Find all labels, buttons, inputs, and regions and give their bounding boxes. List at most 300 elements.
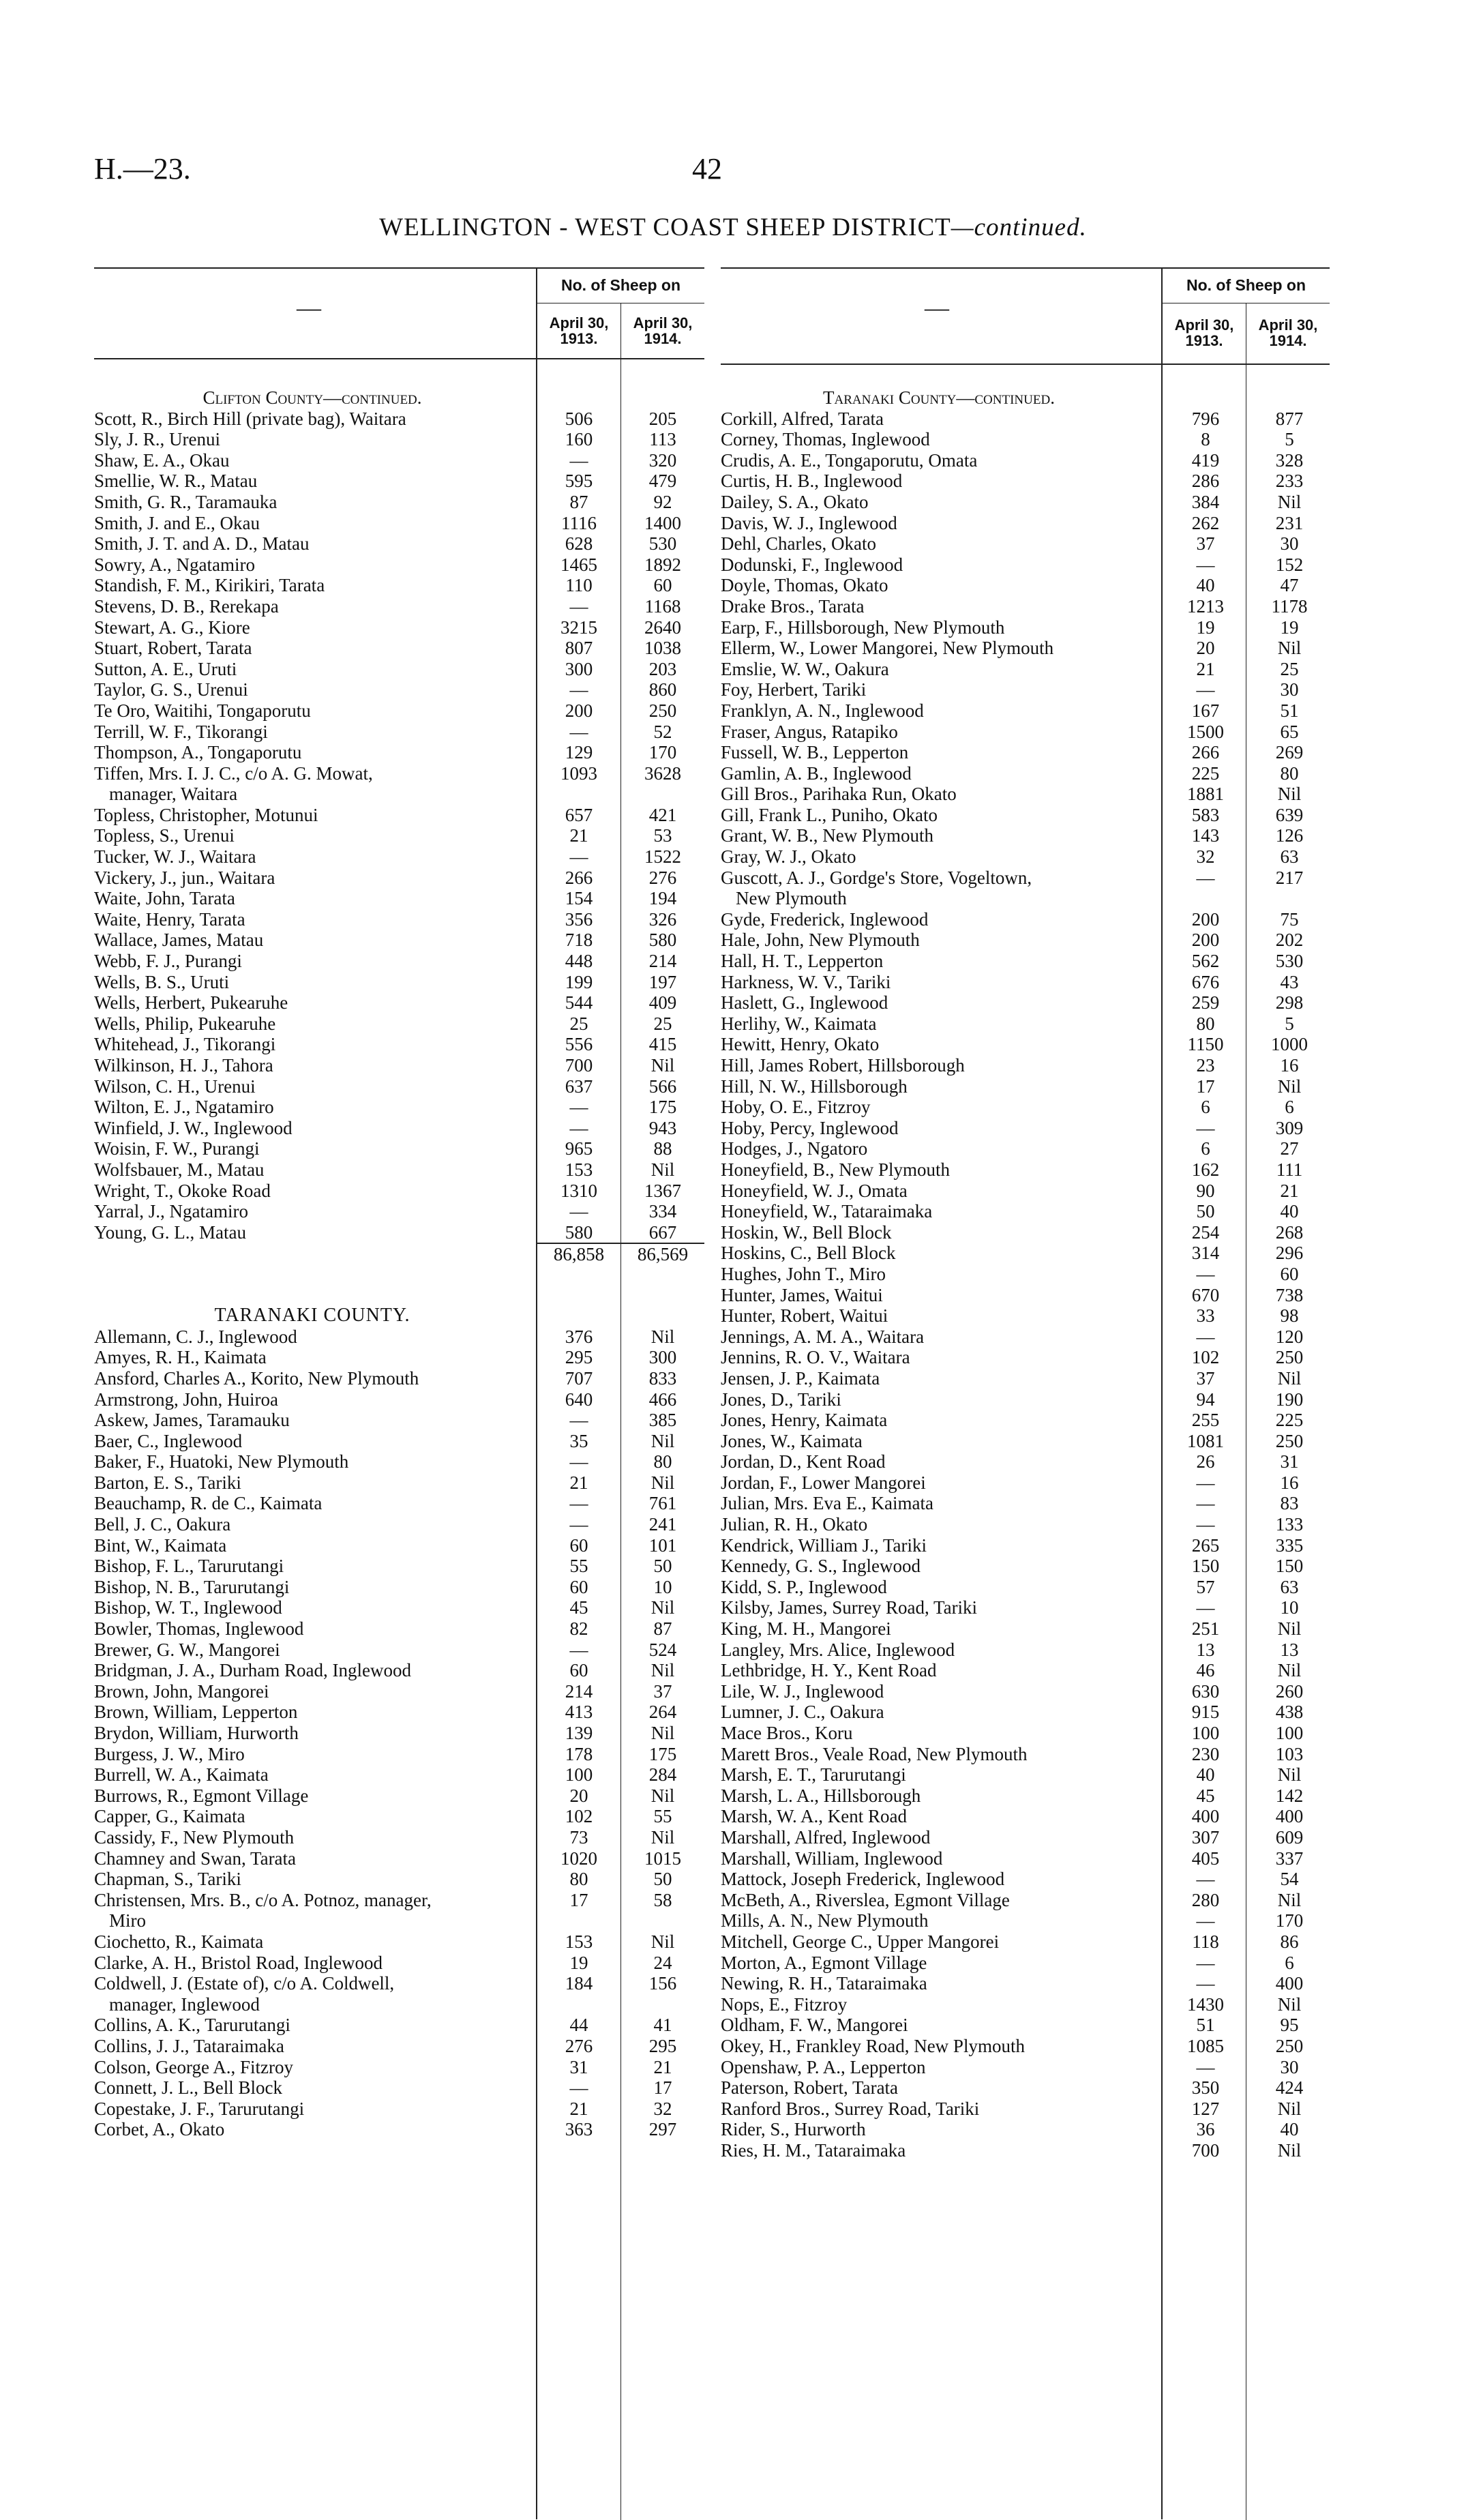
owner-name: Lumner, J. C., Oakura xyxy=(721,1702,884,1723)
sheep-1913: 251 xyxy=(1191,1618,1220,1640)
sheep-1913: 127 xyxy=(1191,2098,1220,2119)
sheep-1913: 640 xyxy=(565,1389,593,1410)
sheep-1914: 30 xyxy=(1280,533,1299,554)
owner-name: Bridgman, J. A., Durham Road, Inglewood xyxy=(94,1660,411,1681)
owner-name: Franklyn, A. N., Inglewood xyxy=(721,700,924,721)
sheep-1914: 250 xyxy=(1275,1347,1304,1368)
sheep-1913: 17 xyxy=(1196,1076,1215,1097)
sheep-1914: 63 xyxy=(1280,846,1299,868)
sheep-1914: Nil xyxy=(1277,1076,1302,1097)
sheep-1914: 421 xyxy=(648,804,677,825)
owner-name: Wilton, E. J., Ngatamiro xyxy=(94,1097,274,1118)
owner-name: Jennings, A. M. A., Waitara xyxy=(721,1326,925,1347)
table-row xyxy=(94,617,704,638)
sheep-1914: 10 xyxy=(653,1576,672,1597)
owner-name: Te Oro, Waitihi, Tongaporutu xyxy=(94,700,311,721)
sheep-1913: — xyxy=(569,1097,588,1118)
sheep-1913: 718 xyxy=(565,930,593,951)
owner-name: Dehl, Charles, Okato xyxy=(721,533,876,554)
sheep-1913: 153 xyxy=(565,1931,593,1952)
sheep-1914: 40 xyxy=(1280,2119,1299,2140)
table-row xyxy=(721,1076,1330,1097)
table-row xyxy=(94,2057,704,2078)
sheep-1914: 667 xyxy=(648,1221,677,1243)
sheep-1914: 25 xyxy=(1280,658,1299,679)
sheep-1913: 214 xyxy=(565,1680,593,1702)
table-row xyxy=(94,1806,704,1827)
table-row xyxy=(94,2077,704,2099)
left-header-sheep: No. of Sheep on xyxy=(560,276,681,294)
table-row xyxy=(94,1597,704,1618)
owner-name: Oldham, F. W., Mangorei xyxy=(721,2015,908,2036)
table-row xyxy=(721,1723,1330,1744)
table-row xyxy=(94,1368,704,1389)
sheep-1913: — xyxy=(569,595,588,617)
sheep-1914: 87 xyxy=(653,1618,672,1640)
table-row xyxy=(94,659,704,680)
sheep-1914: 113 xyxy=(649,429,676,450)
sheep-1914: 175 xyxy=(648,1743,677,1764)
right-header-dash: — xyxy=(925,294,949,321)
table-row xyxy=(94,1055,704,1076)
sheep-1913: 35 xyxy=(569,1430,588,1451)
owner-name: Bishop, W. T., Inglewood xyxy=(94,1597,282,1618)
sheep-1913: — xyxy=(1196,1472,1215,1493)
sheep-1913: — xyxy=(569,1451,588,1472)
sheep-1913: 20 xyxy=(569,1785,588,1806)
table-row xyxy=(721,1493,1330,1514)
table-row xyxy=(94,1013,704,1035)
title-suffix: —continued. xyxy=(951,213,1087,241)
table-row xyxy=(94,909,704,930)
sheep-1913: 160 xyxy=(565,429,593,450)
owner-name: Marett Bros., Veale Road, New Plymouth xyxy=(721,1743,1028,1764)
owner-name: Guscott, A. J., Gordge's Store, Vogeltown, xyxy=(721,867,1032,888)
owner-name: Baker, F., Huatoki, New Plymouth xyxy=(94,1451,349,1472)
table-row xyxy=(721,825,1330,846)
owner-name: Sowry, A., Ngatamiro xyxy=(94,554,255,575)
owner-name: Baer, C., Inglewood xyxy=(94,1430,243,1451)
left-rows xyxy=(94,387,704,2140)
sheep-1913: 23 xyxy=(1196,1055,1215,1076)
sheep-1914: 530 xyxy=(648,533,677,554)
sheep-1913: 199 xyxy=(565,971,593,992)
table-row xyxy=(721,1973,1330,1994)
sheep-1914: 142 xyxy=(1275,1785,1304,1806)
table-row xyxy=(721,492,1330,513)
table-row xyxy=(94,533,704,554)
sheep-1913: 506 xyxy=(565,408,593,429)
sheep-1914: 16 xyxy=(1280,1472,1299,1493)
sheep-1913: — xyxy=(1196,1973,1215,1994)
table-row xyxy=(94,1389,704,1410)
table-row xyxy=(721,513,1330,534)
sheep-1914: 24 xyxy=(653,1952,672,1973)
table-row xyxy=(94,1931,704,1953)
owner-name: Vickery, J., jun., Waitara xyxy=(94,867,275,888)
table-row xyxy=(94,1890,704,1911)
sheep-1913: 262 xyxy=(1191,512,1220,533)
sheep-1914: 47 xyxy=(1280,575,1299,596)
sheep-1914: 400 xyxy=(1275,1973,1304,1994)
sheep-1914: 21 xyxy=(653,2056,672,2077)
sheep-1913: 110 xyxy=(565,575,593,596)
sheep-1914: 17 xyxy=(653,2077,672,2099)
sheep-1913: 286 xyxy=(1191,471,1220,492)
owner-name: Tiffen, Mrs. I. J. C., c/o A. G. Mowat, xyxy=(94,762,373,784)
sheep-1914: Nil xyxy=(650,1660,675,1681)
sheep-1914: Nil xyxy=(650,1472,675,1493)
sheep-1913: 32 xyxy=(1196,846,1215,868)
table-row xyxy=(94,1640,704,1661)
owner-name: Hodges, J., Ngatoro xyxy=(721,1138,868,1159)
table-row xyxy=(94,1681,704,1702)
sheep-1913: 1881 xyxy=(1187,784,1224,805)
owner-name: Bishop, F. L., Tarurutangi xyxy=(94,1556,284,1577)
sheep-1913: 1020 xyxy=(560,1848,597,1869)
table-row xyxy=(721,2036,1330,2057)
sheep-1914: 65 xyxy=(1280,721,1299,742)
table-row xyxy=(94,679,704,700)
table-row xyxy=(94,1869,704,1890)
sheep-1913: 73 xyxy=(569,1826,588,1848)
sheep-1913: 31 xyxy=(569,2056,588,2077)
sheep-1914: 50 xyxy=(653,1869,672,1890)
owner-name: Collins, J. J., Tataraimaka xyxy=(94,2035,284,2056)
table-row xyxy=(94,930,704,951)
owner-name: Gamlin, A. B., Inglewood xyxy=(721,762,912,784)
sheep-1913: 915 xyxy=(1191,1702,1220,1723)
sheep-1913: 419 xyxy=(1191,449,1220,471)
table-row xyxy=(721,742,1330,763)
sheep-1913: 700 xyxy=(1191,2139,1220,2161)
sheep-1913: 562 xyxy=(1191,951,1220,972)
sheep-1914: Nil xyxy=(650,1931,675,1952)
sheep-1913: 17 xyxy=(569,1889,588,1910)
table-row xyxy=(721,1326,1330,1348)
owner-name: Smith, J. T. and A. D., Matau xyxy=(94,533,310,554)
sheep-1913: 129 xyxy=(565,742,593,763)
table-row xyxy=(721,554,1330,576)
owner-name: Copestake, J. F., Tarurutangi xyxy=(94,2098,305,2119)
table-row xyxy=(721,1744,1330,1765)
sheep-1913: 280 xyxy=(1191,1889,1220,1910)
sheep-1914: 13 xyxy=(1280,1639,1299,1660)
sheep-1914: 6 xyxy=(1285,1952,1294,1973)
table-row xyxy=(721,1097,1330,1118)
owner-name: Christensen, Mrs. B., c/o A. Potnoz, manager, xyxy=(94,1889,432,1910)
owner-name: Wells, Philip, Pukearuhe xyxy=(94,1013,276,1034)
owner-name: Doyle, Thomas, Okato xyxy=(721,575,888,596)
table-row xyxy=(721,2119,1330,2140)
sheep-1914: 31 xyxy=(1280,1451,1299,1472)
sheep-1913: 86,858 xyxy=(537,1243,620,1265)
sheep-1914: 190 xyxy=(1275,1389,1304,1410)
table-row xyxy=(94,1431,704,1452)
table-row xyxy=(94,888,704,909)
owner-name: Ranford Bros., Surrey Road, Tariki xyxy=(721,2098,980,2119)
sheep-1914: 1178 xyxy=(1271,595,1308,617)
table-row xyxy=(721,805,1330,826)
sheep-1914: 309 xyxy=(1275,1117,1304,1138)
table-row xyxy=(94,450,704,471)
owner-name: Gill Bros., Parihaka Run, Okato xyxy=(721,784,957,805)
owner-name: Hoskins, C., Bell Block xyxy=(721,1243,896,1264)
table-row xyxy=(721,1785,1330,1807)
sheep-1914: 86,569 xyxy=(621,1243,704,1265)
sheep-1913: 184 xyxy=(565,1973,593,1994)
sheep-1913: 265 xyxy=(1191,1535,1220,1556)
owner-name: TARANAKI COUNTY. xyxy=(214,1305,410,1326)
sheep-1914: 92 xyxy=(653,491,672,512)
table-row xyxy=(721,1806,1330,1827)
owner-name: Hill, James Robert, Hillsborough xyxy=(721,1055,965,1076)
table-row xyxy=(721,659,1330,680)
sheep-1914: 95 xyxy=(1280,2015,1299,2036)
owner-name: Bishop, N. B., Tarurutangi xyxy=(94,1576,290,1597)
owner-name: Dailey, S. A., Okato xyxy=(721,491,869,512)
table-row xyxy=(721,1181,1330,1202)
sheep-1914: 1522 xyxy=(644,846,681,868)
owner-name: Bowler, Thomas, Inglewood xyxy=(94,1618,304,1640)
owner-name: Mills, A. N., New Plymouth xyxy=(721,1910,929,1931)
table-row xyxy=(721,1640,1330,1661)
sheep-1914: Nil xyxy=(1277,1367,1302,1389)
owner-name: Brown, William, Lepperton xyxy=(94,1702,298,1723)
sheep-1914: 5 xyxy=(1285,1013,1294,1034)
sheep-1914: 1038 xyxy=(644,638,681,659)
left-col2-line1: April 30, xyxy=(633,314,693,331)
owner-name: Allemann, C. J., Inglewood xyxy=(94,1326,297,1347)
sheep-1913: 33 xyxy=(1196,1305,1215,1326)
right-header-rule xyxy=(721,364,1330,365)
table-row xyxy=(721,1764,1330,1785)
sheep-1913: 413 xyxy=(565,1702,593,1723)
table-row xyxy=(721,1451,1330,1472)
sheep-1914: Nil xyxy=(1277,1993,1302,2015)
sheep-1913: — xyxy=(1196,867,1215,888)
table-row xyxy=(94,575,704,596)
sheep-1913: 1150 xyxy=(1187,1034,1224,1055)
sheep-1914: 466 xyxy=(648,1389,677,1410)
table-row xyxy=(721,1410,1330,1431)
table-row xyxy=(721,1869,1330,1890)
owner-name: Bint, W., Kaimata xyxy=(94,1535,227,1556)
owner-name: Grant, W. B., New Plymouth xyxy=(721,825,934,846)
sheep-1914: 19 xyxy=(1280,617,1299,638)
left-col1-line2: 1913. xyxy=(560,330,598,347)
owner-name: King, M. H., Mangorei xyxy=(721,1618,891,1640)
page-id: H.—23. xyxy=(94,152,191,186)
sheep-1913: 1465 xyxy=(560,554,597,575)
owner-name: Chamney and Swan, Tarata xyxy=(94,1848,297,1869)
table-row xyxy=(721,763,1330,784)
sheep-1914: 264 xyxy=(648,1702,677,1723)
sheep-1914: 100 xyxy=(1275,1723,1304,1743)
owner-name: Kilsby, James, Surrey Road, Tariki xyxy=(721,1597,978,1618)
owner-name: Woisin, F. W., Purangi xyxy=(94,1138,260,1159)
owner-name: Hale, John, New Plymouth xyxy=(721,930,920,951)
owner-name: Drake Bros., Tarata xyxy=(721,595,865,617)
owner-name: Lile, W. J., Inglewood xyxy=(721,1680,884,1702)
owner-name: Thompson, A., Tongaporutu xyxy=(94,742,302,763)
owner-name: Dodunski, F., Inglewood xyxy=(721,554,903,575)
sheep-1913: 580 xyxy=(565,1221,593,1243)
sheep-1913: 100 xyxy=(1191,1723,1220,1743)
table-row xyxy=(94,992,704,1013)
table-row xyxy=(721,2099,1330,2120)
owner-name: Tucker, W. J., Waitara xyxy=(94,846,256,868)
sheep-1913: 8 xyxy=(1201,429,1210,450)
sheep-1913: — xyxy=(569,2077,588,2099)
owner-name: Marshall, Alfred, Inglewood xyxy=(721,1826,931,1848)
left-header-col2 xyxy=(621,315,704,346)
table-row xyxy=(721,1201,1330,1222)
sheep-1913: 6 xyxy=(1201,1097,1210,1118)
sheep-1914: Nil xyxy=(650,1326,675,1347)
table-row xyxy=(721,1994,1330,2015)
sheep-1914: 21 xyxy=(1280,1180,1299,1201)
owner-name: Hall, H. T., Lepperton xyxy=(721,951,884,972)
table-row xyxy=(94,1097,704,1118)
sheep-1914: 41 xyxy=(653,2015,672,2036)
table-row xyxy=(94,1577,704,1598)
sheep-1914: 80 xyxy=(653,1451,672,1472)
sheep-1913: 356 xyxy=(565,908,593,930)
sheep-1913: 25 xyxy=(569,1013,588,1034)
sheep-1914: Nil xyxy=(1277,2098,1302,2119)
sheep-1914: 170 xyxy=(648,742,677,763)
table-row xyxy=(721,679,1330,700)
owner-name: Collins, A. K., Tarurutangi xyxy=(94,2015,290,2036)
sheep-1914: 1015 xyxy=(644,1848,681,1869)
table-row xyxy=(721,846,1330,868)
table-row xyxy=(721,1055,1330,1076)
table-row xyxy=(721,1368,1330,1389)
sheep-1914: 202 xyxy=(1275,930,1304,951)
sheep-1914: Nil xyxy=(650,1826,675,1848)
owner-name: Young, G. L., Matau xyxy=(94,1221,247,1243)
sheep-1914: 203 xyxy=(648,658,677,679)
sheep-1913: 154 xyxy=(565,888,593,909)
sheep-1913: 376 xyxy=(565,1326,593,1347)
table-row xyxy=(94,638,704,659)
sheep-1914: 75 xyxy=(1280,908,1299,930)
sheep-1913: 595 xyxy=(565,471,593,492)
sheep-1914: 580 xyxy=(648,930,677,951)
table-row xyxy=(94,1910,704,1931)
owner-name: Scott, R., Birch Hill (private bag), Waitara xyxy=(94,408,406,429)
sheep-1914: 833 xyxy=(648,1367,677,1389)
sheep-1913: 40 xyxy=(1196,575,1215,596)
sheep-1914: 231 xyxy=(1275,512,1304,533)
total-row xyxy=(94,1243,704,1264)
sheep-1913: 556 xyxy=(565,1034,593,1055)
table-row xyxy=(721,1264,1330,1285)
sheep-1914: 152 xyxy=(1275,554,1304,575)
table-row xyxy=(721,1285,1330,1306)
sheep-1913: 13 xyxy=(1196,1639,1215,1660)
table-row xyxy=(94,1410,704,1431)
sheep-1913: 807 xyxy=(565,638,593,659)
table-row xyxy=(721,575,1330,596)
sheep-1913: 21 xyxy=(569,1472,588,1493)
table-row xyxy=(94,1138,704,1159)
sheep-1914: Nil xyxy=(1277,2139,1302,2161)
table-row xyxy=(94,1535,704,1556)
sheep-1913: 36 xyxy=(1196,2119,1215,2140)
table-row xyxy=(721,888,1330,909)
owner-name: Julian, R. H., Okato xyxy=(721,1514,868,1535)
page-number: 42 xyxy=(692,152,722,186)
sheep-1913: — xyxy=(569,721,588,742)
owner-name: Curtis, H. B., Inglewood xyxy=(721,471,903,492)
sheep-1913: 3215 xyxy=(560,617,597,638)
owner-name: Jensen, J. P., Kaimata xyxy=(721,1367,880,1389)
sheep-1913: 90 xyxy=(1196,1180,1215,1201)
sheep-1913: — xyxy=(1196,1910,1215,1931)
left-header-dash: — xyxy=(297,294,321,321)
table-row xyxy=(721,1910,1330,1931)
sheep-1913: 100 xyxy=(565,1764,593,1785)
owner-name: Mace Bros., Koru xyxy=(721,1723,853,1743)
sheep-1913: 21 xyxy=(569,2098,588,2119)
owner-name: Webb, F. J., Purangi xyxy=(94,951,242,972)
table-row xyxy=(721,1118,1330,1139)
table-row xyxy=(94,1994,704,2015)
table-row xyxy=(721,1702,1330,1723)
table-row xyxy=(721,1618,1330,1640)
table-row xyxy=(721,1431,1330,1452)
sheep-1913: 60 xyxy=(569,1535,588,1556)
sheep-1914: 328 xyxy=(1275,449,1304,471)
sheep-1914: 409 xyxy=(648,992,677,1013)
owner-name: Armstrong, John, Huiroa xyxy=(94,1389,278,1410)
sheep-1913: 276 xyxy=(565,2035,593,2056)
sheep-1913: 162 xyxy=(1191,1159,1220,1180)
table-row xyxy=(721,409,1330,430)
owner-name: Brown, John, Mangorei xyxy=(94,1680,269,1702)
sheep-1914: 424 xyxy=(1275,2077,1304,2099)
table-row xyxy=(721,1827,1330,1848)
owner-name: Crudis, A. E., Tongaporutu, Omata xyxy=(721,449,978,471)
sheep-1914: 269 xyxy=(1275,742,1304,763)
table-row xyxy=(94,825,704,846)
sheep-1913: — xyxy=(569,1493,588,1514)
sheep-1914: 32 xyxy=(653,2098,672,2119)
sheep-1914: 276 xyxy=(648,867,677,888)
sheep-1913: 266 xyxy=(1191,742,1220,763)
owner-name: Gill, Frank L., Puniho, Okato xyxy=(721,804,938,825)
owner-name: Hunter, James, Waitui xyxy=(721,1284,883,1305)
sheep-1913: 60 xyxy=(569,1576,588,1597)
owner-name: Standish, F. M., Kirikiri, Tarata xyxy=(94,575,325,596)
owner-name: Bell, J. C., Oakura xyxy=(94,1514,231,1535)
table-row xyxy=(94,1451,704,1472)
sheep-1914: 877 xyxy=(1275,408,1304,429)
owner-name: Burrows, R., Egmont Village xyxy=(94,1785,309,1806)
sheep-1913: 1085 xyxy=(1187,2035,1224,2056)
sheep-1914: 639 xyxy=(1275,804,1304,825)
sheep-1913: 37 xyxy=(1196,533,1215,554)
table-row xyxy=(721,617,1330,638)
table-row xyxy=(721,1347,1330,1368)
right-header-sheep: No. of Sheep on xyxy=(1186,276,1306,294)
table-row xyxy=(721,700,1330,722)
sheep-1914: 52 xyxy=(653,721,672,742)
table-row xyxy=(721,951,1330,972)
table-row xyxy=(94,1326,704,1348)
